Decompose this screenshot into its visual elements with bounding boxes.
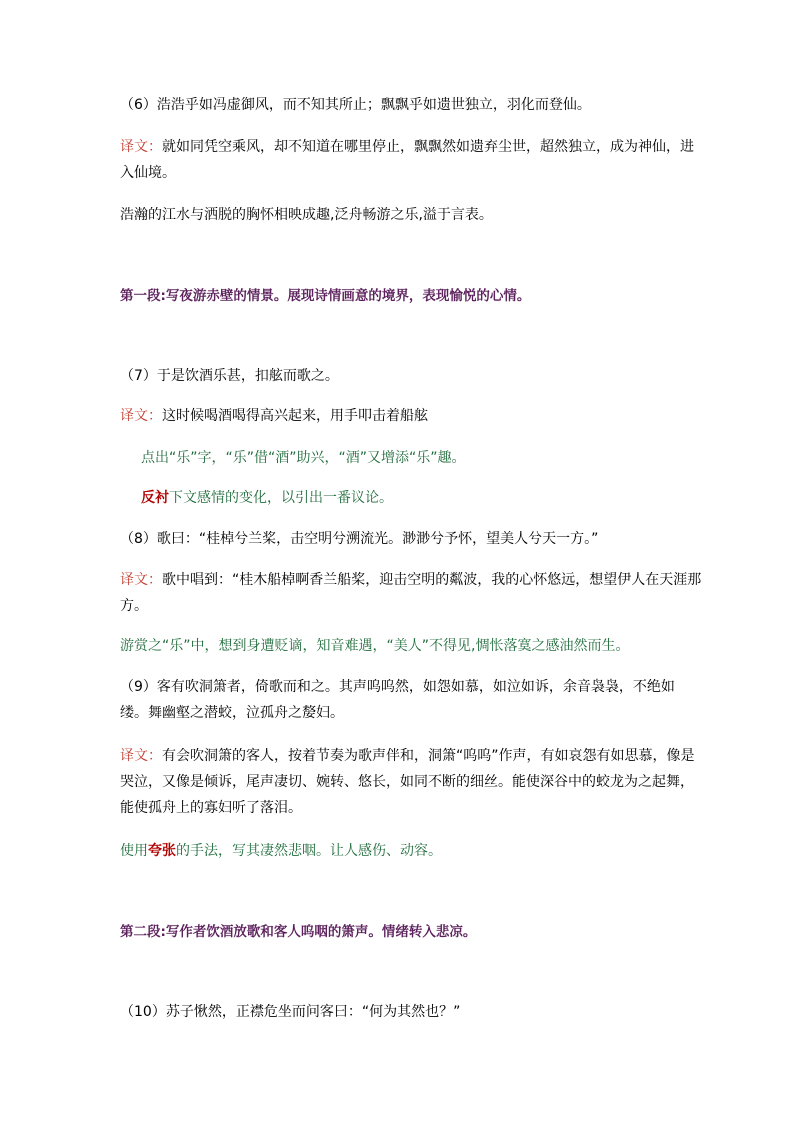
paragraph-7-note-2: [141, 485, 702, 511]
emphasis-text: 反衬: [141, 490, 169, 506]
paragraph-6-note: 浩瀚的江水与洒脱的胸怀相映成趣,泛舟畅游之乐,溢于言表。: [120, 207, 493, 223]
paragraph-7-note-1: 点出“乐”字，“乐”借“酒”助兴，“酒”又增添“乐”趣。: [141, 450, 466, 466]
translation-label: 译文：: [120, 572, 162, 588]
paragraph-7-translation: [120, 403, 702, 429]
paragraph-9-translation: [120, 743, 702, 821]
paragraph-6-original: （6）浩浩乎如冯虚御风，而不知其所止；飘飘乎如遗世独立，羽化而登仙。: [120, 97, 591, 113]
paragraph-8-translation: [120, 567, 702, 619]
note-text: 使用: [120, 843, 148, 859]
translation-label: 译文：: [120, 408, 162, 424]
paragraph-10-original: （10）苏子愀然，正襟危坐而问客曰：“何为其然也？”: [120, 1004, 461, 1020]
translation-label: 译文：: [120, 139, 162, 155]
note-text: 的手法，写其凄然悲咽。让人感伤、动容。: [176, 843, 442, 859]
paragraph-8-original: （8）歌曰：“桂棹兮兰桨，击空明兮溯流光。渺渺兮予怀，望美人兮天一方。”: [120, 531, 599, 547]
paragraph-9-note: [120, 838, 702, 864]
translation-text: 有会吹洞箫的客人，按着节奏为歌声伴和，洞箫“呜呜”作声，有如哀怨有如思慕，像是哭泣，又像是倾诉，尾声凄切、婉转、悠长，如同不断的细丝。能使深谷中的蛟龙为之起舞，能使孤舟上的寡妇听了落泪。: [120, 748, 695, 816]
emphasis-text: 夸张: [148, 843, 176, 859]
translation-text: 这时候喝酒喝得高兴起来，用手叩击着船舷: [162, 408, 428, 424]
paragraph-8-note: 游赏之“乐”中，想到身遭贬谪，知音难遇，“美人”不得见,惆怅落寞之感油然而生。: [120, 638, 630, 654]
paragraph-6-translation: [120, 134, 702, 186]
translation-label: 译文：: [120, 748, 162, 764]
translation-text: 歌中唱到：“桂木船棹啊香兰船桨，迎击空明的粼波，我的心怀悠远，想望伊人在天涯那方。: [120, 572, 702, 614]
section-2-summary: 第二段:写作者饮酒放歌和客人呜咽的箫声。情绪转入悲凉。: [120, 924, 477, 940]
note-text: 下文感情的变化，以引出一番议论。: [169, 490, 393, 506]
section-1-summary: 第一段:写夜游赤壁的情景。展现诗情画意的境界，表现愉悦的心情。: [120, 288, 531, 304]
paragraph-9-original: （9）客有吹洞箫者，倚歌而和之。其声呜呜然，如怨如慕，如泣如诉，余音袅袅，不绝如缕。舞幽壑之潜蛟，泣孤舟之嫠妇。: [120, 679, 675, 721]
translation-text: 就如同凭空乘风，却不知道在哪里停止，飘飘然如遗弃尘世，超然独立，成为神仙，进入仙境。: [120, 139, 694, 181]
paragraph-7-original: （7）于是饮酒乐甚，扣舷而歌之。: [120, 368, 339, 384]
